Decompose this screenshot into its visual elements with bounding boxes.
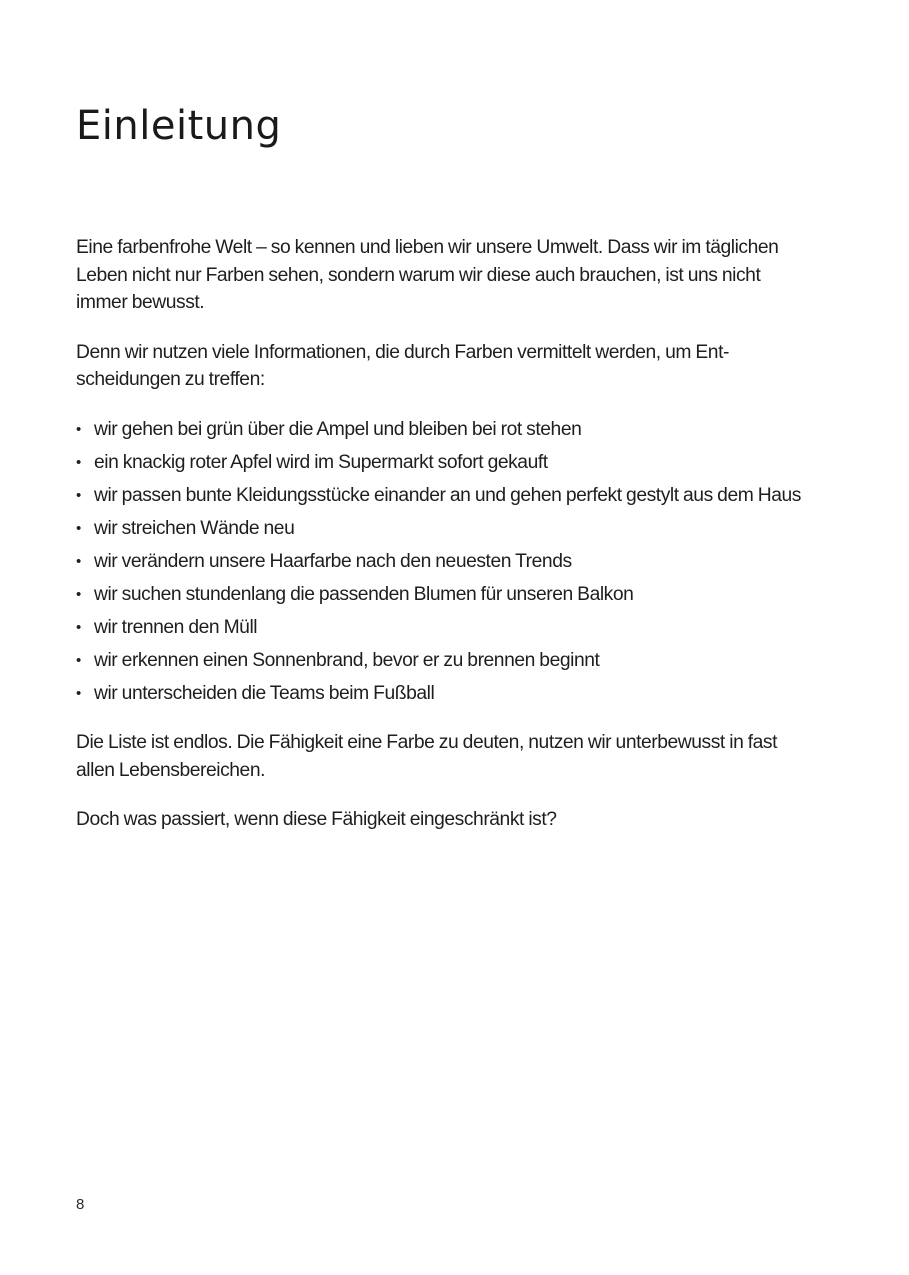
list-item-text: wir trennen den Müll [94, 616, 258, 638]
list-item-text: wir gehen bei grün über die Ampel und bleiben bei rot stehen [94, 418, 582, 440]
list-item [76, 581, 811, 609]
color-usage-list [76, 416, 811, 708]
list-item [76, 614, 811, 642]
question-paragraph: Doch was passiert, wenn diese Fähigkeit eingeschränkt ist? [76, 809, 557, 830]
list-item-text: wir passen bunte Kleidungsstücke einander an und gehen perfekt gestylt aus dem Haus [94, 484, 801, 506]
bullet-icon: • [76, 453, 81, 471]
bullet-icon: • [76, 684, 81, 702]
bullet-icon: • [76, 585, 81, 603]
list-item [76, 548, 811, 576]
conclusion-paragraph: Die Liste ist endlos. Die Fähigkeit eine Farbe zu deuten, nutzen wir unterbewusst in fast allen Lebensbereichen. [76, 732, 778, 781]
list-item-text: wir erkennen einen Sonnenbrand, bevor er zu brennen beginnt [94, 649, 600, 671]
bullet-icon: • [76, 519, 81, 537]
lead-in-paragraph: Denn wir nutzen viele Informationen, die durch Farben vermittelt werden, um Entscheidungen zu treffen: [76, 341, 730, 390]
list-item-text: wir unterscheiden die Teams beim Fußball [94, 682, 435, 704]
bullet-icon: • [76, 420, 81, 438]
list-item [76, 449, 811, 477]
list-item-text: wir streichen Wände neu [94, 517, 295, 539]
intro-paragraph: Eine farbenfrohe Welt – so kennen und lieben wir unsere Umwelt. Dass wir im täglichen Leben nicht nur Farben sehen, sondern warum wir diese auch brauchen, ist uns nicht immer bewusst. [76, 237, 779, 313]
list-item [76, 416, 811, 444]
list-item-text: wir verändern unsere Haarfarbe nach den neuesten Trends [94, 550, 572, 572]
page-number: 8 [76, 1196, 85, 1213]
list-item [76, 482, 811, 510]
bullet-icon: • [76, 552, 81, 570]
list-item [76, 647, 811, 675]
list-item-text: ein knackig roter Apfel wird im Supermarkt sofort gekauft [94, 451, 548, 473]
page-title: Einleitung [76, 103, 282, 149]
bullet-icon: • [76, 618, 81, 636]
bullet-icon: • [76, 651, 81, 669]
list-item [76, 680, 811, 708]
body-text [76, 234, 811, 856]
list-item [76, 515, 811, 543]
list-item-text: wir suchen stundenlang die passenden Blumen für unseren Balkon [94, 583, 634, 605]
bullet-icon: • [76, 486, 81, 504]
